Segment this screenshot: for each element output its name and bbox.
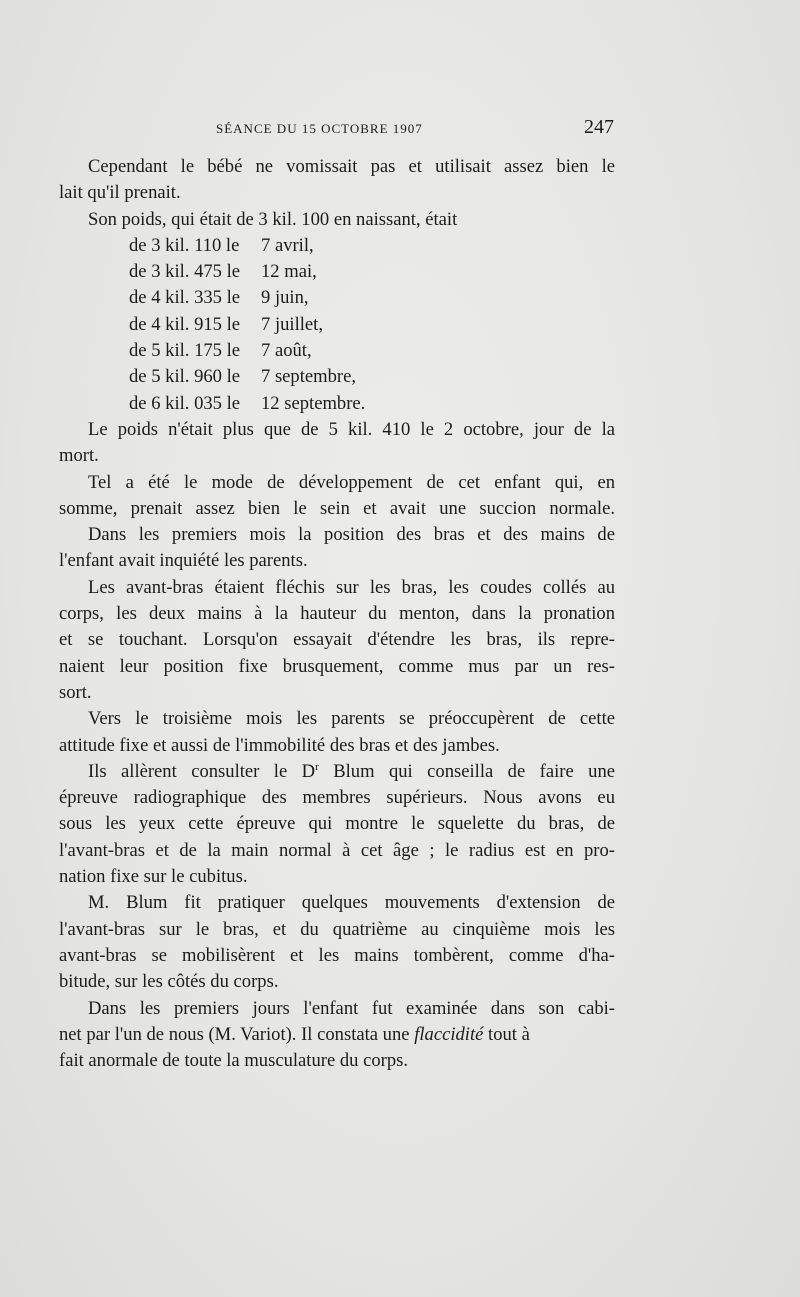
text-line: nation fixe sur le cubitus.: [59, 866, 248, 888]
weight-date: 7 juillet,: [261, 313, 323, 335]
page-header: [216, 116, 614, 142]
text-line: et se touchant. Lorsqu'on essayait d'étendre les bras, ils repre-: [59, 629, 615, 651]
text-line: fait anormale de toute la musculature du corps.: [59, 1050, 409, 1072]
italic-term: flaccidité: [414, 1023, 484, 1045]
weight-date: 7 septembre,: [261, 366, 357, 388]
text-line: Les avant-bras étaient fléchis sur les bras, les coudes collés au: [88, 576, 615, 598]
text-line: Cependant le bébé ne vomissait pas et utilisait assez bien le: [88, 156, 615, 177]
weight-amount: de 4 kil. 915 le: [129, 313, 241, 335]
weight-amount: de 3 kil. 110 le: [129, 234, 240, 256]
text-line: sous les yeux cette épreuve qui montre le squelette du bras, de: [59, 813, 615, 835]
text-line: Tel a été le mode de développement de cet enfant qui, en: [88, 471, 615, 493]
text-line: attitude fixe et aussi de l'immobilité des bras et des jambes.: [59, 734, 500, 756]
weight-row: [59, 285, 615, 311]
weight-amount: de 4 kil. 335 le: [129, 287, 241, 309]
weight-amount: de 5 kil. 960 le: [129, 366, 241, 388]
text-line: bitude, sur les côtés du corps.: [59, 971, 279, 993]
text-line: l'avant-bras sur le bras, et du quatrième au cinquième mois les: [59, 918, 615, 940]
text-line: lait qu'il prenait.: [59, 182, 181, 204]
weight-date: 12 septembre.: [261, 392, 366, 414]
weight-row: [59, 338, 615, 364]
weight-date: 9 juin,: [261, 287, 309, 309]
text-segment: tout à: [483, 1023, 530, 1045]
weight-date: 12 mai,: [261, 261, 317, 283]
text-line: mort.: [59, 445, 99, 467]
text-line: Le poids n'était plus que de 5 kil. 410 le 2 octobre, jour de la: [88, 418, 615, 440]
weight-date: 7 août,: [261, 340, 312, 362]
weight-amount: de 6 kil. 035 le: [129, 392, 241, 414]
text-line: Vers le troisième mois les parents se préoccupèrent de cette: [88, 708, 615, 730]
text-segment: net par l'un de nous (M. Variot). Il constata une: [59, 1023, 410, 1045]
weight-list: [59, 233, 615, 417]
text-line: Dans les premiers mois la position des bras et des mains de: [88, 524, 615, 546]
text-line: Son poids, qui était de 3 kil. 100 en naissant, était: [88, 208, 458, 230]
text-line: [59, 759, 615, 785]
text-line: naient leur position fixe brusquement, comme mus par un res-: [59, 655, 615, 677]
body-text: [59, 154, 615, 1074]
weight-row: [59, 391, 615, 417]
weight-amount: de 5 kil. 175 le: [129, 340, 241, 362]
weight-date: 7 avril,: [261, 234, 314, 256]
text-segment: Ils allèrent consulter le D: [88, 760, 316, 782]
weight-amount: de 3 kil. 475 le: [129, 261, 241, 283]
text-line: l'avant-bras et de la main normal à cet âge ; le radius est en pro-: [59, 839, 615, 861]
text-line: l'enfant avait inquiété les parents.: [59, 550, 308, 572]
text-line: sort.: [59, 681, 92, 703]
superscript: r: [315, 760, 319, 773]
weight-row: [59, 312, 615, 338]
text-line: Dans les premiers jours l'enfant fut examinée dans son cabi-: [88, 997, 615, 1019]
text-line: somme, prenait assez bien le sein et avait une succion normale.: [59, 497, 615, 519]
text-line: corps, les deux mains à la hauteur du menton, dans la pronation: [59, 603, 615, 625]
weight-row: [59, 364, 615, 390]
running-title: SÉANCE DU 15 OCTOBRE 1907: [216, 121, 423, 136]
text-line: épreuve radiographique des membres supérieurs. Nous avons eu: [59, 787, 615, 809]
text-line: avant-bras se mobilisèrent et les mains tombèrent, comme d'ha-: [59, 944, 615, 966]
weight-row: [59, 233, 615, 259]
text-segment: Blum qui conseilla de faire une: [318, 760, 616, 782]
text-line: [59, 1022, 615, 1048]
text-line: M. Blum fit pratiquer quelques mouvements d'extension de: [88, 892, 615, 914]
page-number: 247: [584, 116, 614, 138]
weight-row: [59, 259, 615, 285]
